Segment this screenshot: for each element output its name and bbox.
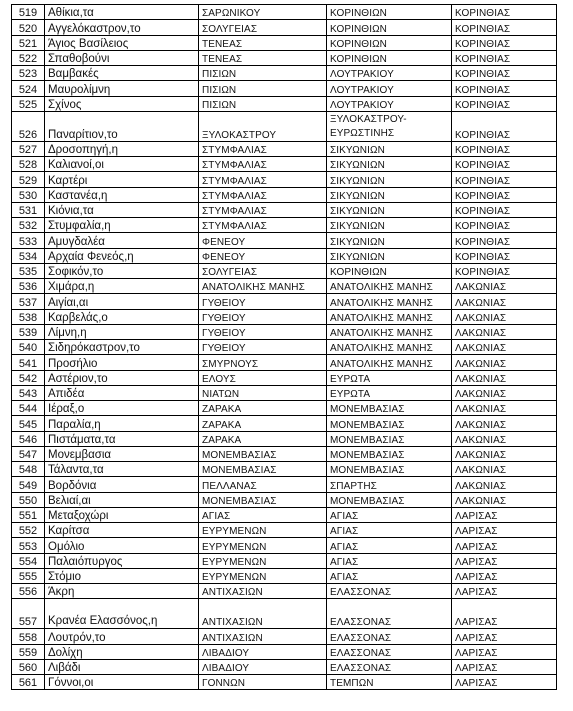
row-number-cell: 532 (12, 218, 45, 233)
district-cell: ΑΓΙΑΣ (327, 523, 452, 538)
prefecture-cell: ΚΟΡΙΝΘΙΑΣ (452, 111, 557, 141)
row-number-cell: 522 (12, 50, 45, 65)
table-row (12, 584, 557, 599)
municipality-cell: ΑΝΑΤΟΛΙΚΗΣ ΜΑΝΗΣ (199, 279, 327, 294)
district-cell: ΜΟΝΕΜΒΑΣΙΑΣ (327, 431, 452, 446)
municipality-cell: ΠΙΣΙΩΝ (199, 66, 327, 81)
district-cell: ΑΝΑΤΟΛΙΚΗΣ ΜΑΝΗΣ (327, 355, 452, 370)
district-cell: ΜΟΝΕΜΒΑΣΙΑΣ (327, 416, 452, 431)
row-number-cell: 537 (12, 294, 45, 309)
district-cell: ΚΟΡΙΝΘΙΩΝ (327, 263, 452, 278)
municipality-cell: ΓΥΘΕΙΟΥ (199, 340, 327, 355)
prefecture-cell: ΛΑΚΩΝΙΑΣ (452, 279, 557, 294)
district-cell: ΣΙΚΥΩΝΙΩΝ (327, 172, 452, 187)
table-row (12, 644, 557, 659)
table-row (12, 401, 557, 416)
row-number-cell: 538 (12, 309, 45, 324)
settlement-name-cell: Σοφικόν,το (45, 263, 199, 278)
district-cell: ΑΓΙΑΣ (327, 568, 452, 583)
table-row (12, 659, 557, 674)
prefecture-cell: ΛΑΚΩΝΙΑΣ (452, 431, 557, 446)
municipality-cell: ΣΤΥΜΦΑΛΙΑΣ (199, 157, 327, 172)
municipality-cell: ΤΕΝΕΑΣ (199, 50, 327, 65)
row-number-cell: 539 (12, 324, 45, 339)
settlement-name-cell: Καρτέρι (45, 172, 199, 187)
table-row (12, 629, 557, 644)
prefecture-cell: ΛΑΚΩΝΙΑΣ (452, 385, 557, 400)
district-cell: ΑΝΑΤΟΛΙΚΗΣ ΜΑΝΗΣ (327, 309, 452, 324)
district-cell: ΕΛΑΣΣΟΝΑΣ (327, 599, 452, 629)
settlement-name-cell: Ιέραξ,ο (45, 401, 199, 416)
prefecture-cell: ΛΑΚΩΝΙΑΣ (452, 477, 557, 492)
row-number-cell: 559 (12, 644, 45, 659)
row-number-cell: 557 (12, 599, 45, 629)
district-cell: ΜΟΝΕΜΒΑΣΙΑΣ (327, 446, 452, 461)
district-cell: ΤΕΜΠΩΝ (327, 675, 452, 690)
district-cell: ΣΙΚΥΩΝΙΩΝ (327, 187, 452, 202)
settlement-name-cell: Κιόνια,τα (45, 202, 199, 217)
prefecture-cell: ΚΟΡΙΝΘΙΑΣ (452, 20, 557, 35)
district-cell: ΕΥΡΩΤΑ (327, 385, 452, 400)
row-number-cell: 551 (12, 507, 45, 522)
municipality-cell: ΑΝΤΙΧΑΣΙΩΝ (199, 584, 327, 599)
municipality-cell: ΑΝΤΙΧΑΣΙΩΝ (199, 629, 327, 644)
municipality-cell: ΠΕΛΛΑΝΑΣ (199, 477, 327, 492)
table-row (12, 523, 557, 538)
municipality-cell: ΕΥΡΥΜΕΝΩΝ (199, 523, 327, 538)
district-cell: ΚΟΡΙΝΘΙΩΝ (327, 35, 452, 50)
municipality-cell: ΞΥΛΟΚΑΣΤΡΟΥ (199, 111, 327, 141)
row-number-cell: 529 (12, 172, 45, 187)
row-number-cell: 531 (12, 202, 45, 217)
district-cell: ΑΓΙΑΣ (327, 553, 452, 568)
district-cell: ΑΝΑΤΟΛΙΚΗΣ ΜΑΝΗΣ (327, 294, 452, 309)
municipality-cell: ΕΥΡΥΜΕΝΩΝ (199, 568, 327, 583)
prefecture-cell: ΚΟΡΙΝΘΙΑΣ (452, 66, 557, 81)
district-cell: ΞΥΛΟΚΑΣΤΡΟΥ-ΕΥΡΩΣΤΙΝΗΣ (327, 111, 452, 141)
municipality-cell: ΜΟΝΕΜΒΑΣΙΑΣ (199, 462, 327, 477)
settlement-name-cell: Απιδέα (45, 385, 199, 400)
table-row (12, 355, 557, 370)
settlement-name-cell: Βελιαί,αι (45, 492, 199, 507)
prefecture-cell: ΚΟΡΙΝΘΙΑΣ (452, 81, 557, 96)
row-number-cell: 526 (12, 111, 45, 141)
prefecture-cell: ΛΑΚΩΝΙΑΣ (452, 401, 557, 416)
row-number-cell: 548 (12, 462, 45, 477)
municipality-cell: ΓΥΘΕΙΟΥ (199, 294, 327, 309)
row-number-cell: 528 (12, 157, 45, 172)
municipality-cell: ΣΟΛΥΓΕΙΑΣ (199, 20, 327, 35)
row-number-cell: 535 (12, 263, 45, 278)
row-number-cell: 561 (12, 675, 45, 690)
municipality-cell: ΣΤΥΜΦΑΛΙΑΣ (199, 141, 327, 156)
district-cell: ΚΟΡΙΝΘΙΩΝ (327, 50, 452, 65)
row-number-cell: 520 (12, 20, 45, 35)
settlement-name-cell: Στυμφαλία,η (45, 218, 199, 233)
table-row (12, 385, 557, 400)
row-number-cell: 540 (12, 340, 45, 355)
row-number-cell: 554 (12, 553, 45, 568)
table-row (12, 675, 557, 690)
settlement-name-cell: Στόμιο (45, 568, 199, 583)
settlement-name-cell: Λουτρόν,το (45, 629, 199, 644)
settlement-name-cell: Καρίτσα (45, 523, 199, 538)
district-cell: ΣΠΑΡΤΗΣ (327, 477, 452, 492)
prefecture-cell: ΛΑΚΩΝΙΑΣ (452, 416, 557, 431)
municipality-cell: ΦΕΝΕΟΥ (199, 233, 327, 248)
district-cell: ΚΟΡΙΝΘΙΩΝ (327, 20, 452, 35)
municipality-cell: ΖΑΡΑΚΑ (199, 431, 327, 446)
prefecture-cell: ΚΟΡΙΝΘΙΑΣ (452, 218, 557, 233)
row-number-cell: 560 (12, 659, 45, 674)
district-cell: ΑΝΑΤΟΛΙΚΗΣ ΜΑΝΗΣ (327, 340, 452, 355)
settlement-name-cell: Καλιανοί,οι (45, 157, 199, 172)
prefecture-cell: ΛΑΚΩΝΙΑΣ (452, 324, 557, 339)
document-page (11, 4, 556, 690)
district-cell: ΜΟΝΕΜΒΑΣΙΑΣ (327, 462, 452, 477)
municipality-cell: ΖΑΡΑΚΑ (199, 401, 327, 416)
table-row (12, 111, 557, 141)
table-row (12, 5, 557, 20)
municipality-cell: ΜΟΝΕΜΒΑΣΙΑΣ (199, 446, 327, 461)
prefecture-cell: ΚΟΡΙΝΘΙΑΣ (452, 96, 557, 111)
row-number-cell: 525 (12, 96, 45, 111)
settlement-name-cell: Μαυρολίμνη (45, 81, 199, 96)
table-row (12, 172, 557, 187)
row-number-cell: 549 (12, 477, 45, 492)
settlement-name-cell: Λίμνη,η (45, 324, 199, 339)
prefecture-cell: ΚΟΡΙΝΘΙΑΣ (452, 5, 557, 20)
municipality-cell: ΛΙΒΑΔΙΟΥ (199, 644, 327, 659)
settlements-table (11, 4, 557, 690)
district-cell: ΕΛΑΣΣΟΝΑΣ (327, 584, 452, 599)
table-row (12, 157, 557, 172)
row-number-cell: 530 (12, 187, 45, 202)
municipality-cell: ΜΟΝΕΜΒΑΣΙΑΣ (199, 492, 327, 507)
prefecture-cell: ΛΑΚΩΝΙΑΣ (452, 462, 557, 477)
settlement-name-cell: Μεταξοχώρι (45, 507, 199, 522)
table-row (12, 370, 557, 385)
district-cell: ΣΙΚΥΩΝΙΩΝ (327, 141, 452, 156)
settlement-name-cell: Σιδηρόκαστρον,το (45, 340, 199, 355)
table-row (12, 248, 557, 263)
settlement-name-cell: Αιγίαι,αι (45, 294, 199, 309)
district-cell: ΑΓΙΑΣ (327, 507, 452, 522)
settlement-name-cell: Σχίνος (45, 96, 199, 111)
district-cell: ΛΟΥΤΡΑΚΙΟΥ (327, 81, 452, 96)
settlement-name-cell: Δολίχη (45, 644, 199, 659)
prefecture-cell: ΛΑΡΙΣΑΣ (452, 644, 557, 659)
municipality-cell: ΑΝΤΙΧΑΣΙΩΝ (199, 599, 327, 629)
row-number-cell: 558 (12, 629, 45, 644)
table-row (12, 218, 557, 233)
row-number-cell: 555 (12, 568, 45, 583)
district-cell: ΣΙΚΥΩΝΙΩΝ (327, 157, 452, 172)
settlement-name-cell: Δροσοπηγή,η (45, 141, 199, 156)
prefecture-cell: ΛΑΡΙΣΑΣ (452, 523, 557, 538)
row-number-cell: 542 (12, 370, 45, 385)
table-row (12, 568, 557, 583)
table-row (12, 492, 557, 507)
municipality-cell: ΣΤΥΜΦΑΛΙΑΣ (199, 218, 327, 233)
row-number-cell: 547 (12, 446, 45, 461)
district-cell: ΣΙΚΥΩΝΙΩΝ (327, 202, 452, 217)
settlement-name-cell: Αστέριον,το (45, 370, 199, 385)
prefecture-cell: ΛΑΡΙΣΑΣ (452, 629, 557, 644)
settlement-name-cell: Παναρίτιον,το (45, 111, 199, 141)
district-cell: ΕΛΑΣΣΟΝΑΣ (327, 644, 452, 659)
municipality-cell: ΣΜΥΡΝΟΥΣ (199, 355, 327, 370)
district-cell: ΣΙΚΥΩΝΙΩΝ (327, 218, 452, 233)
table-row (12, 187, 557, 202)
prefecture-cell: ΛΑΡΙΣΑΣ (452, 675, 557, 690)
table-row (12, 446, 557, 461)
municipality-cell: ΝΙΑΤΩΝ (199, 385, 327, 400)
prefecture-cell: ΛΑΚΩΝΙΑΣ (452, 294, 557, 309)
district-cell: ΕΛΑΣΣΟΝΑΣ (327, 659, 452, 674)
table-row (12, 553, 557, 568)
municipality-cell: ΣΤΥΜΦΑΛΙΑΣ (199, 172, 327, 187)
table-row (12, 20, 557, 35)
district-cell: ΜΟΝΕΜΒΑΣΙΑΣ (327, 492, 452, 507)
prefecture-cell: ΛΑΡΙΣΑΣ (452, 584, 557, 599)
table-row (12, 416, 557, 431)
settlement-name-cell: Άκρη (45, 584, 199, 599)
district-cell: ΣΙΚΥΩΝΙΩΝ (327, 248, 452, 263)
row-number-cell: 556 (12, 584, 45, 599)
table-row (12, 462, 557, 477)
prefecture-cell: ΚΟΡΙΝΘΙΑΣ (452, 233, 557, 248)
table-row (12, 431, 557, 446)
municipality-cell: ΣΟΛΥΓΕΙΑΣ (199, 263, 327, 278)
row-number-cell: 534 (12, 248, 45, 263)
settlement-name-cell: Καστανέα,η (45, 187, 199, 202)
district-cell: ΚΟΡΙΝΘΙΩΝ (327, 5, 452, 20)
row-number-cell: 523 (12, 66, 45, 81)
settlement-name-cell: Παλαιόπυργος (45, 553, 199, 568)
prefecture-cell: ΛΑΚΩΝΙΑΣ (452, 355, 557, 370)
prefecture-cell: ΚΟΡΙΝΘΙΑΣ (452, 263, 557, 278)
row-number-cell: 541 (12, 355, 45, 370)
prefecture-cell: ΚΟΡΙΝΘΙΑΣ (452, 141, 557, 156)
municipality-cell: ΑΓΙΑΣ (199, 507, 327, 522)
prefecture-cell: ΚΟΡΙΝΘΙΑΣ (452, 248, 557, 263)
settlement-name-cell: Λιβάδι (45, 659, 199, 674)
municipality-cell: ΦΕΝΕΟΥ (199, 248, 327, 263)
district-cell: ΛΟΥΤΡΑΚΙΟΥ (327, 66, 452, 81)
row-number-cell: 550 (12, 492, 45, 507)
municipality-cell: ΓΥΘΕΙΟΥ (199, 324, 327, 339)
table-row (12, 141, 557, 156)
prefecture-cell: ΛΑΡΙΣΑΣ (452, 538, 557, 553)
municipality-cell: ΓΥΘΕΙΟΥ (199, 309, 327, 324)
district-cell: ΑΝΑΤΟΛΙΚΗΣ ΜΑΝΗΣ (327, 279, 452, 294)
prefecture-cell: ΚΟΡΙΝΘΙΑΣ (452, 50, 557, 65)
row-number-cell: 544 (12, 401, 45, 416)
district-cell: ΑΓΙΑΣ (327, 538, 452, 553)
settlement-name-cell: Κρανέα Ελασσόνος,η (45, 599, 199, 629)
row-number-cell: 533 (12, 233, 45, 248)
settlement-name-cell: Σπαθοβούνι (45, 50, 199, 65)
district-cell: ΕΥΡΩΤΑ (327, 370, 452, 385)
row-number-cell: 527 (12, 141, 45, 156)
municipality-cell: ΣΑΡΩΝΙΚΟΥ (199, 5, 327, 20)
table-row (12, 507, 557, 522)
table-row (12, 477, 557, 492)
settlement-name-cell: Τάλαντα,τα (45, 462, 199, 477)
row-number-cell: 519 (12, 5, 45, 20)
settlement-name-cell: Βορδόνια (45, 477, 199, 492)
prefecture-cell: ΛΑΡΙΣΑΣ (452, 553, 557, 568)
prefecture-cell: ΛΑΡΙΣΑΣ (452, 507, 557, 522)
table-row (12, 233, 557, 248)
municipality-cell: ΖΑΡΑΚΑ (199, 416, 327, 431)
municipality-cell: ΠΙΣΙΩΝ (199, 96, 327, 111)
table-row (12, 538, 557, 553)
prefecture-cell: ΛΑΚΩΝΙΑΣ (452, 446, 557, 461)
municipality-cell: ΣΤΥΜΦΑΛΙΑΣ (199, 187, 327, 202)
prefecture-cell: ΚΟΡΙΝΘΙΑΣ (452, 157, 557, 172)
district-cell: ΑΝΑΤΟΛΙΚΗΣ ΜΑΝΗΣ (327, 324, 452, 339)
prefecture-cell: ΛΑΚΩΝΙΑΣ (452, 492, 557, 507)
row-number-cell: 536 (12, 279, 45, 294)
district-cell: ΛΟΥΤΡΑΚΙΟΥ (327, 96, 452, 111)
settlement-name-cell: Μονεμβασια (45, 446, 199, 461)
municipality-cell: ΕΥΡΥΜΕΝΩΝ (199, 553, 327, 568)
table-row (12, 324, 557, 339)
settlement-name-cell: Αμυγδαλέα (45, 233, 199, 248)
settlement-name-cell: Ομόλιο (45, 538, 199, 553)
prefecture-cell: ΛΑΚΩΝΙΑΣ (452, 370, 557, 385)
municipality-cell: ΣΤΥΜΦΑΛΙΑΣ (199, 202, 327, 217)
prefecture-cell: ΛΑΚΩΝΙΑΣ (452, 309, 557, 324)
row-number-cell: 543 (12, 385, 45, 400)
row-number-cell: 546 (12, 431, 45, 446)
prefecture-cell: ΛΑΚΩΝΙΑΣ (452, 340, 557, 355)
settlement-name-cell: Αθίκια,τα (45, 5, 199, 20)
table-body (12, 5, 557, 690)
municipality-cell: ΓΟΝΝΩΝ (199, 675, 327, 690)
settlement-name-cell: Άγιος Βασίλειος (45, 35, 199, 50)
district-cell: ΜΟΝΕΜΒΑΣΙΑΣ (327, 401, 452, 416)
municipality-cell: ΕΛΟΥΣ (199, 370, 327, 385)
row-number-cell: 552 (12, 523, 45, 538)
prefecture-cell: ΛΑΡΙΣΑΣ (452, 599, 557, 629)
row-number-cell: 553 (12, 538, 45, 553)
table-row (12, 599, 557, 629)
table-row (12, 294, 557, 309)
row-number-cell: 524 (12, 81, 45, 96)
table-row (12, 96, 557, 111)
table-row (12, 279, 557, 294)
settlement-name-cell: Χιμάρα,η (45, 279, 199, 294)
settlement-name-cell: Παραλία,η (45, 416, 199, 431)
settlement-name-cell: Γόννοι,οι (45, 675, 199, 690)
district-cell: ΣΙΚΥΩΝΙΩΝ (327, 233, 452, 248)
table-row (12, 81, 557, 96)
table-row (12, 309, 557, 324)
table-row (12, 50, 557, 65)
prefecture-cell: ΚΟΡΙΝΘΙΑΣ (452, 172, 557, 187)
settlement-name-cell: Προσήλιο (45, 355, 199, 370)
settlement-name-cell: Αρχαία Φενεός,η (45, 248, 199, 263)
settlement-name-cell: Πιστάματα,τα (45, 431, 199, 446)
municipality-cell: ΤΕΝΕΑΣ (199, 35, 327, 50)
table-row (12, 263, 557, 278)
prefecture-cell: ΚΟΡΙΝΘΙΑΣ (452, 202, 557, 217)
municipality-cell: ΛΙΒΑΔΙΟΥ (199, 659, 327, 674)
district-cell: ΕΛΑΣΣΟΝΑΣ (327, 629, 452, 644)
row-number-cell: 545 (12, 416, 45, 431)
row-number-cell: 521 (12, 35, 45, 50)
prefecture-cell: ΚΟΡΙΝΘΙΑΣ (452, 187, 557, 202)
prefecture-cell: ΛΑΡΙΣΑΣ (452, 568, 557, 583)
municipality-cell: ΠΙΣΙΩΝ (199, 81, 327, 96)
settlement-name-cell: Καρβελάς,ο (45, 309, 199, 324)
municipality-cell: ΕΥΡΥΜΕΝΩΝ (199, 538, 327, 553)
settlement-name-cell: Αγγελόκαστρον,το (45, 20, 199, 35)
settlement-name-cell: Βαμβακές (45, 66, 199, 81)
prefecture-cell: ΛΑΡΙΣΑΣ (452, 659, 557, 674)
table-row (12, 66, 557, 81)
prefecture-cell: ΚΟΡΙΝΘΙΑΣ (452, 35, 557, 50)
table-row (12, 340, 557, 355)
table-row (12, 35, 557, 50)
table-row (12, 202, 557, 217)
